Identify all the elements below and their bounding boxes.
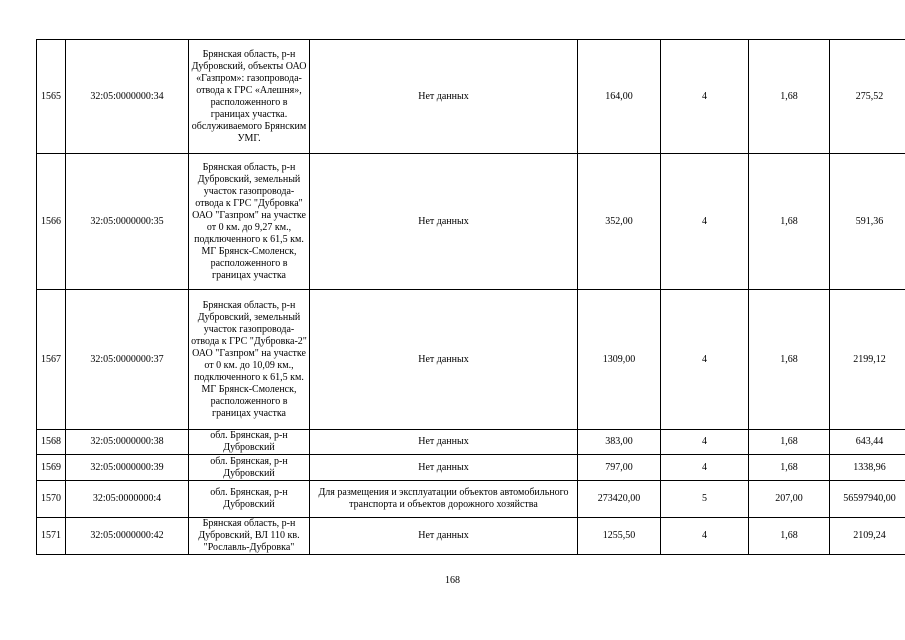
rate-cell: 1,68 (749, 430, 830, 455)
permitted-use-cell: Для размещения и эксплуатации объектов автомобильного транспорта и объектов дорожного хозяйства (310, 481, 578, 518)
table-row (37, 430, 905, 455)
location-cell: обл. Брянская, р-н Дубровский (189, 481, 310, 518)
permitted-use-cell: Нет данных (310, 430, 578, 455)
group-cell: 4 (661, 40, 749, 154)
value-cell: 643,44 (830, 430, 905, 455)
table-row (37, 154, 905, 290)
rate-cell: 1,68 (749, 154, 830, 290)
group-cell: 5 (661, 481, 749, 518)
cadastral-number: 32:05:0000000:37 (66, 290, 189, 430)
location-cell: Брянская область, р-н Дубровский, объекты ОАО «Газпром»: газопровода-отвода к ГРС «Алешня», расположенного в границах участка. обслуживаемого Брянским УМГ. (189, 40, 310, 154)
value-cell: 275,52 (830, 40, 905, 154)
permitted-use-cell: Нет данных (310, 154, 578, 290)
permitted-use-cell: Нет данных (310, 455, 578, 481)
value-cell: 591,36 (830, 154, 905, 290)
rate-cell: 1,68 (749, 290, 830, 430)
location-cell: обл. Брянская, р-н Дубровский (189, 430, 310, 455)
rate-cell: 1,68 (749, 455, 830, 481)
area-cell: 164,00 (578, 40, 661, 154)
row-number: 1565 (37, 40, 66, 154)
table-row (37, 481, 905, 518)
row-number: 1568 (37, 430, 66, 455)
cadastral-number: 32:05:0000000:34 (66, 40, 189, 154)
table-row (37, 518, 905, 555)
value-cell: 2109,24 (830, 518, 905, 555)
group-cell: 4 (661, 154, 749, 290)
permitted-use-cell: Нет данных (310, 40, 578, 154)
rate-cell: 207,00 (749, 481, 830, 518)
value-cell: 2199,12 (830, 290, 905, 430)
rate-cell: 1,68 (749, 40, 830, 154)
location-cell: Брянская область, р-н Дубровский, ВЛ 110 кв. "Рославль-Дубровка" (189, 518, 310, 555)
row-number: 1571 (37, 518, 66, 555)
area-cell: 383,00 (578, 430, 661, 455)
page-number: 168 (445, 575, 460, 586)
land-register-table (36, 39, 905, 555)
area-cell: 352,00 (578, 154, 661, 290)
permitted-use-cell: Нет данных (310, 518, 578, 555)
value-cell: 1338,96 (830, 455, 905, 481)
cadastral-number: 32:05:0000000:35 (66, 154, 189, 290)
cadastral-number: 32:05:0000000:4 (66, 481, 189, 518)
cadastral-number: 32:05:0000000:39 (66, 455, 189, 481)
location-cell: Брянская область, р-н Дубровский, земельный участок газопровода-отвода к ГРС "Дубровка-2" ОАО "Газпром" на участке от 0 км. до 10,09 км., подключенного к 61,5 км. МГ Брянск-Смоленск, расположенного в границах участка (189, 290, 310, 430)
area-cell: 1255,50 (578, 518, 661, 555)
row-number: 1567 (37, 290, 66, 430)
rate-cell: 1,68 (749, 518, 830, 555)
location-cell: Брянская область, р-н Дубровский, земельный участок газопровода-отвода к ГРС "Дубровка" ОАО "Газпром" на участке от 0 км. до 9,27 км., подключенного к 61,5 км. МГ Брянск-Смоленск, расположенного в границах участка (189, 154, 310, 290)
permitted-use-cell: Нет данных (310, 290, 578, 430)
cadastral-number: 32:05:0000000:38 (66, 430, 189, 455)
cadastral-number: 32:05:0000000:42 (66, 518, 189, 555)
area-cell: 797,00 (578, 455, 661, 481)
row-number: 1569 (37, 455, 66, 481)
area-cell: 273420,00 (578, 481, 661, 518)
group-cell: 4 (661, 290, 749, 430)
table-row (37, 290, 905, 430)
row-number: 1566 (37, 154, 66, 290)
group-cell: 4 (661, 430, 749, 455)
table-row (37, 455, 905, 481)
group-cell: 4 (661, 455, 749, 481)
row-number: 1570 (37, 481, 66, 518)
value-cell: 56597940,00 (830, 481, 905, 518)
area-cell: 1309,00 (578, 290, 661, 430)
location-cell: обл. Брянская, р-н Дубровский (189, 455, 310, 481)
group-cell: 4 (661, 518, 749, 555)
table-row (37, 40, 905, 154)
